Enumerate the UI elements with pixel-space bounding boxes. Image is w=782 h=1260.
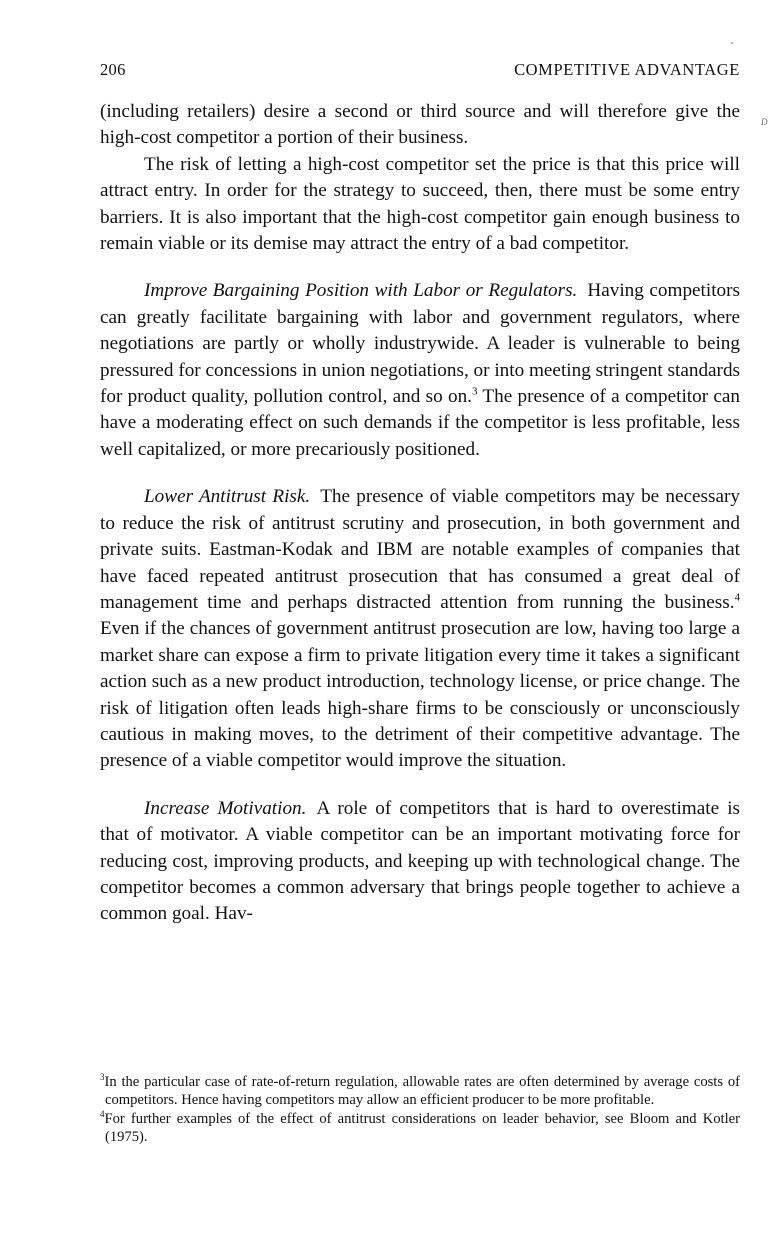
subheading-bargaining: Improve Bargaining Position with Labor or Regulators.: [144, 280, 578, 302]
footnote-text-4: For further examples of the effect of antitrust considerations on leader behavior, see Bloom and Kotler (1975).: [104, 1110, 740, 1145]
paragraph-motivation: [100, 796, 740, 928]
body-text: [100, 99, 740, 928]
motivation-text: A role of competitors that is hard to overestimate is that of motivator. A viable competitor can be an important motivating force for reducing cost, improving products, and keeping up with technological change. The competitor becomes a common adversary that brings people together to achieve a common goal. Hav-: [100, 797, 740, 925]
footnote-ref-4: 4: [734, 591, 740, 604]
footnote-4: [100, 1110, 740, 1147]
footnote-text-3: In the particular case of rate-of-return regulation, allowable rates are often determined by average costs of competitors. Hence having competitors may allow an efficient producer to be more profitable.: [104, 1074, 740, 1109]
footnotes: [100, 1073, 740, 1146]
footnote-3: [100, 1073, 740, 1110]
running-head: COMPETITIVE ADVANTAGE: [514, 60, 740, 79]
footnote-marker-3: 3: [100, 1072, 105, 1083]
subheading-antitrust: Lower Antitrust Risk.: [144, 486, 311, 508]
page-number: 206: [100, 60, 126, 79]
page-header: [100, 60, 740, 84]
margin-mark: D: [761, 117, 768, 127]
antitrust-text-b: Even if the chances of government antitrust prosecution are low, having too large a market share can expose a firm to private litigation every time it takes a significant action such as a new product introduction, technology license, or price change. The risk of litigation often leads high-share firms to be consciously or unconsciously cautious in making moves, to the detriment of their competitive advantage. The presence of a viable competitor would improve the situation.: [100, 618, 740, 772]
subheading-motivation: Increase Motivation.: [144, 797, 307, 819]
bargaining-text-b: The presence of a competitor can have a moderating effect on such demands if the competitor is less profitable, less well capitalized, or more precariously positioned.: [100, 386, 741, 460]
antitrust-text-a: The presence of viable competitors may be necessary to reduce the risk of antitrust scrutiny and prosecution, in both government and private suits. Eastman-Kodak and IBM are notable examples of companies that have faced repeated antitrust prosecution that has consumed a great deal of management time and perhaps distracted attention from running the business.: [100, 486, 740, 613]
footnote-ref-3: 3: [471, 385, 478, 398]
paragraph-antitrust: [100, 484, 740, 774]
paragraph-bargaining: [100, 278, 740, 463]
footnote-marker-4: 4: [100, 1108, 105, 1119]
scan-speck: [731, 42, 733, 44]
paragraph-continued: (including retailers) desire a second or third source and will therefore give the high-cost competitor a portion of their business.: [100, 101, 740, 149]
bargaining-text-a: Having competitors can greatly facilitate bargaining with labor and government regulators, where negotiations are partly or wholly industrywide. A leader is vulnerable to being pressured for concessions in union negotiations, or into meeting stringent standards for product quality, pollution control, and so on.: [100, 280, 741, 408]
paragraph-entry-risk: The risk of letting a high-cost competitor set the price is that this price will attract entry. In order for the strategy to succeed, then, there must be some entry barriers. It is also important that the high-cost competitor gain enough business to remain viable or its demise may attract the entry of a bad competitor.: [100, 153, 740, 255]
